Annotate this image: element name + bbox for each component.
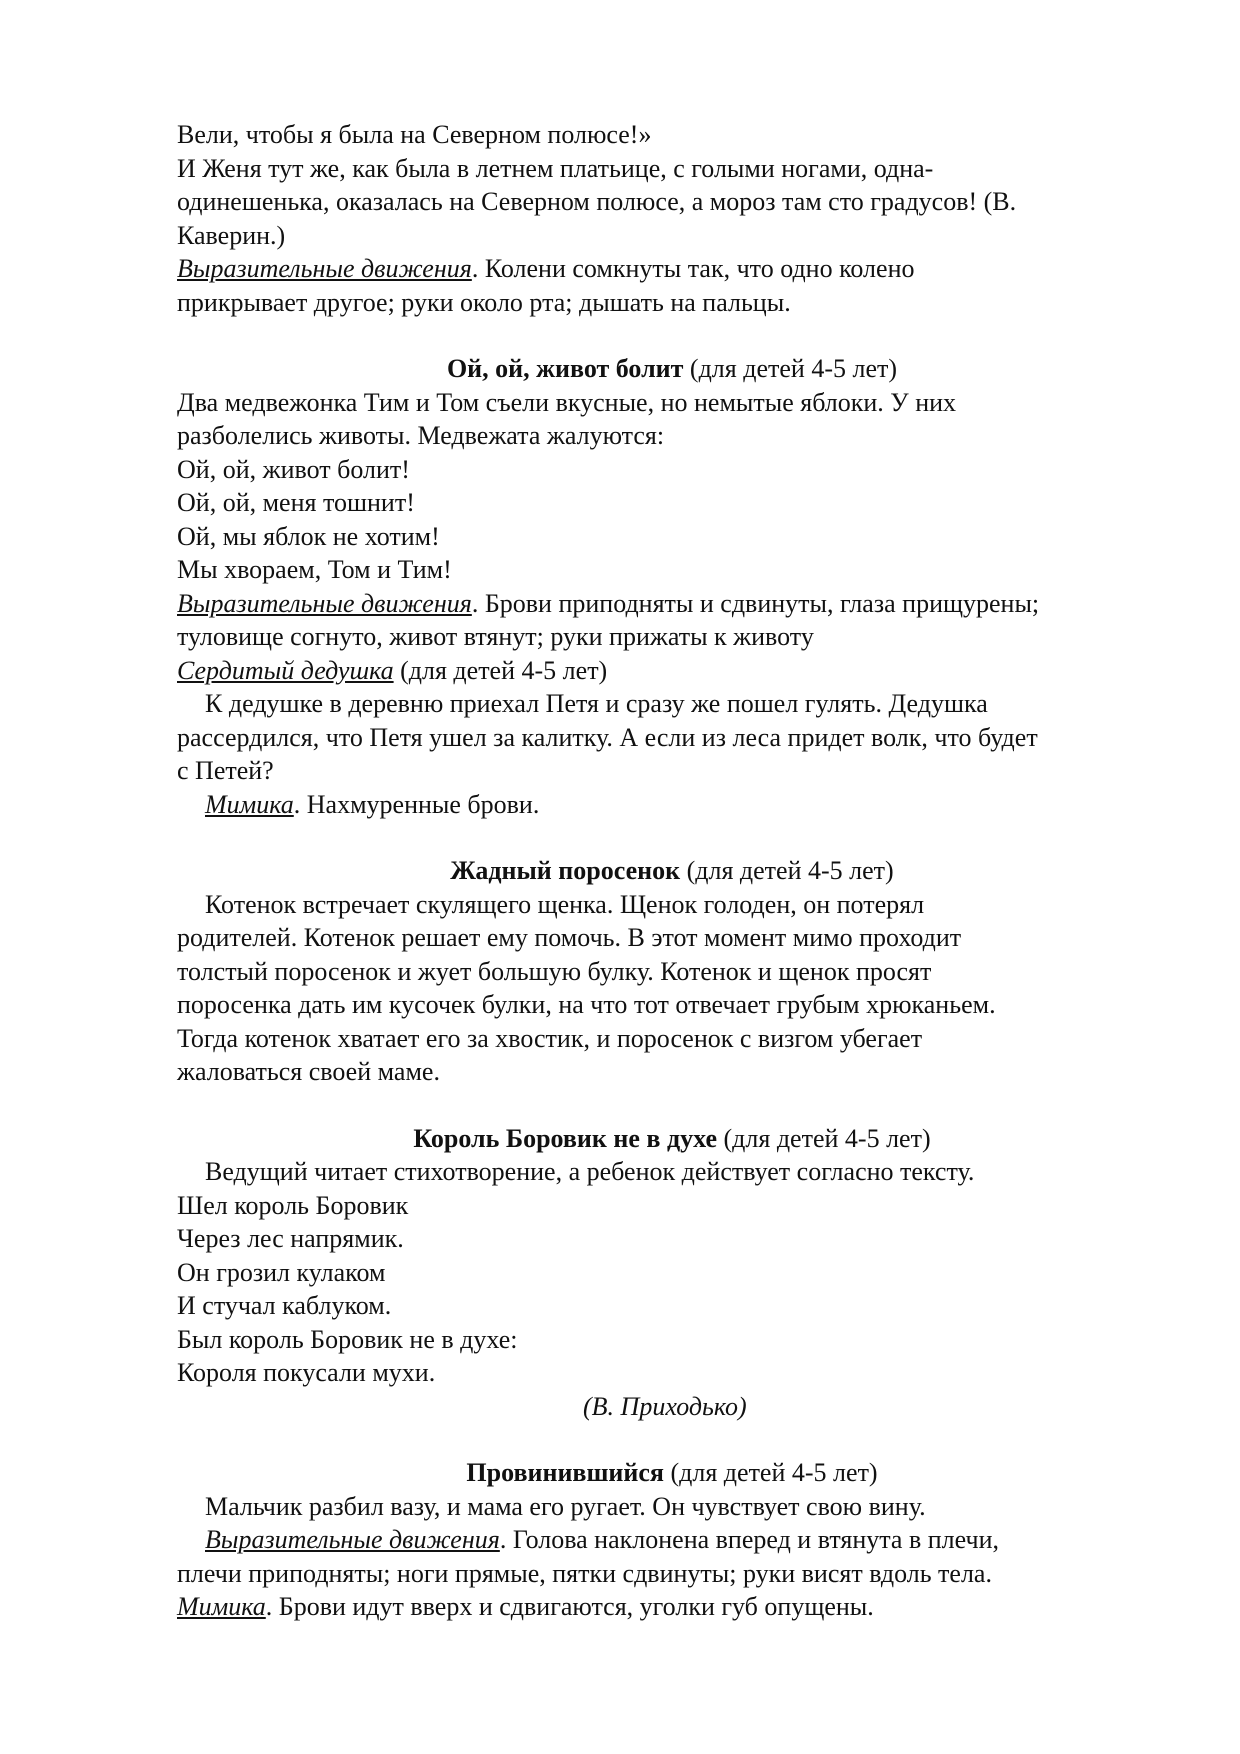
mimic-text: . Нахмуренные брови. xyxy=(293,789,540,819)
section-title: Жадный поросенок xyxy=(450,856,681,885)
text-line: разболелись животы. Медвежата жалуются: xyxy=(177,421,665,450)
text-line: рассердился, что Петя ушел за калитку. А если из леса придет волк, что будет xyxy=(177,722,1038,752)
text-line: Котенок встречает скулящего щенка. Щенок голоден, он потерял xyxy=(205,889,925,919)
text-line: жаловаться своей маме. xyxy=(177,1057,440,1086)
verse-line: Ой, ой, живот болит! xyxy=(177,454,410,484)
text-line: Мальчик разбил вазу, и мама его ругает. Он чувствует свою вину. xyxy=(205,1491,926,1521)
text-line: плечи приподняты; ноги прямые, пятки сдвинуты; руки висят вдоль тела. xyxy=(177,1558,992,1588)
section-age: (для детей 4-5 лет) xyxy=(680,856,894,885)
text-line: К дедушке в деревню приехал Петя и сразу же пошел гулять. Дедушка xyxy=(205,689,988,718)
text-line: Тогда котенок хватает его за хвостик, и поросенок с визгом убегает xyxy=(177,1023,923,1053)
text-line: И Женя тут же, как была в летнем платьице, с голыми ногами, одна- xyxy=(177,153,934,183)
verse-line: И стучал каблуком. xyxy=(177,1291,392,1320)
text-line: Вели, чтобы я была на Северном полюсе!» xyxy=(177,120,652,149)
verse-line: Через лес напрямик. xyxy=(177,1224,404,1253)
section-title: Ой, ой, живот болит xyxy=(446,354,684,383)
mimic-text: . Брови идут вверх и сдвигаются, уголки губ опущены. xyxy=(265,1592,874,1621)
movements-text: . Брови приподняты и сдвинуты, глаза прищурены; xyxy=(471,588,1040,618)
text-line: родителей. Котенок решает ему помочь. В этот момент мимо проходит xyxy=(177,923,962,952)
movements-line xyxy=(177,1523,1167,1557)
mimic-label: Мимика xyxy=(205,789,294,819)
verse-line: Был король Боровик не в духе: xyxy=(177,1324,518,1354)
verse-line: Короля покусали мухи. xyxy=(177,1358,436,1387)
verse-line: Ой, ой, меня тошнит! xyxy=(177,488,415,517)
section-heading-grandpa xyxy=(177,654,1167,688)
movements-text: . Колени сомкнуты так, что одно колено xyxy=(471,254,915,283)
movements-label: Выразительные движения xyxy=(205,1525,500,1554)
page-content xyxy=(177,118,1167,1624)
verse-line: Он грозил кулаком xyxy=(177,1257,386,1287)
section-title: Сердитый дедушка xyxy=(177,655,394,685)
text-line: Два медвежонка Тим и Том съели вкусные, но немытые яблоки. У них xyxy=(177,387,957,417)
section-title: Провинившийся xyxy=(466,1458,664,1487)
section-title: Король Боровик не в духе xyxy=(413,1123,717,1153)
section-age: (для детей 4-5 лет) xyxy=(683,354,898,383)
section-heading-piglet xyxy=(177,854,1167,888)
mimic-label: Мимика xyxy=(177,1592,266,1621)
verse-line: Мы хвораем, Том и Тим! xyxy=(177,555,452,584)
text-line: поросенка дать им кусочек булки, на что тот отвечает грубым хрюканьем. xyxy=(177,990,996,1019)
movements-line xyxy=(177,587,1167,621)
section-age: (для детей 4-5 лет) xyxy=(663,1458,878,1487)
section-age: (для детей 4-5 лет) xyxy=(393,655,608,685)
text-line: Каверин.) xyxy=(177,220,286,250)
text-line: с Петей? xyxy=(177,756,274,785)
text-line: одинешенька, оказалась на Северном полюсе, а мороз там сто градусов! (В. xyxy=(177,187,1017,216)
mimic-line xyxy=(177,788,1167,822)
movements-line xyxy=(177,252,1167,286)
poem-author: (В. Приходько) xyxy=(583,1391,747,1421)
movements-label: Выразительные движения xyxy=(177,254,472,283)
text-line: толстый поросенок и жует большую булку. Котенок и щенок просят xyxy=(177,956,932,986)
section-heading-guilty xyxy=(177,1456,1167,1490)
movements-label: Выразительные движения xyxy=(177,588,472,618)
verse-line: Ой, мы яблок не хотим! xyxy=(177,521,440,551)
section-age: (для детей 4-5 лет) xyxy=(717,1123,931,1153)
text-line: Ведущий читает стихотворение, а ребенок действует согласно тексту. xyxy=(205,1157,975,1186)
section-heading-king xyxy=(177,1122,1167,1156)
section-heading-stomach xyxy=(177,352,1167,386)
mimic-line xyxy=(177,1590,1167,1624)
verse-line: Шел король Боровик xyxy=(177,1190,409,1220)
text-line: туловище согнуто, живот втянут; руки прижаты к животу xyxy=(177,622,814,651)
text-line: прикрывает другое; руки около рта; дышать на пальцы. xyxy=(177,287,791,317)
movements-text: . Голова наклонена вперед и втянута в плечи, xyxy=(499,1525,1000,1554)
